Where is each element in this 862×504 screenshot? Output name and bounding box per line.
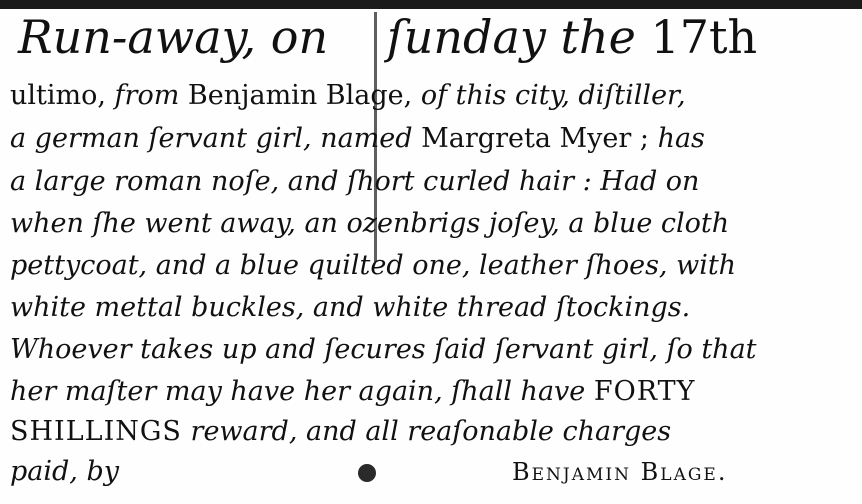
line8-forty: FORTY (593, 376, 696, 407)
line1-ultimo: ultimo, (10, 80, 106, 111)
line3-text: a large roman noſe, and ſhort curled hair : Had on (10, 166, 700, 197)
advert-line-2 (10, 125, 705, 152)
closing-text: paid, by (10, 456, 120, 487)
line2-servant-name: Margreta Myer ; (421, 123, 649, 154)
advert-line-8 (10, 378, 695, 405)
advert-line-5 (10, 252, 736, 279)
title-word-date: 17th (650, 10, 758, 64)
advert-line-7 (10, 336, 757, 363)
line1-owner: Benjamin Blage, (187, 80, 413, 111)
advert-title (18, 10, 758, 64)
advert-line-4 (10, 210, 729, 237)
line9-text: reward, and all reaſonable charges (190, 416, 672, 447)
title-word-runaway: Run-away, (18, 10, 257, 64)
line6-text: white mettal buckles, and white thread ſtockings. (10, 292, 691, 323)
line9-shillings: SHILLINGS (10, 416, 182, 447)
line1-from: from (114, 80, 180, 111)
signature-row (10, 456, 850, 490)
title-word-sunday: ſunday the (386, 10, 636, 64)
line2-description: a german ſervant girl, named (10, 123, 413, 154)
title-word-on: on (270, 10, 329, 64)
ink-blot (358, 464, 376, 482)
line7-text: Whoever takes up and ſecures ſaid ſervant girl, ſo that (10, 334, 757, 365)
advert-line-6 (10, 294, 690, 321)
line8-text: her maſter may have her again, ſhall have (10, 376, 586, 407)
advert-line-9 (10, 418, 671, 445)
advert-line-3 (10, 168, 699, 195)
line5-text: pettycoat, and a blue quilted one, leather ſhoes, with (10, 250, 737, 281)
line2-has: has (657, 123, 705, 154)
line1-occupation: of this city, diſtiller, (420, 80, 686, 111)
top-rule (0, 0, 862, 9)
advert-line-1 (10, 82, 686, 109)
signature-name: Benjamin Blage. (512, 458, 728, 486)
line4-text: when ſhe went away, an ozenbrigs joſey, a blue cloth (10, 208, 730, 239)
